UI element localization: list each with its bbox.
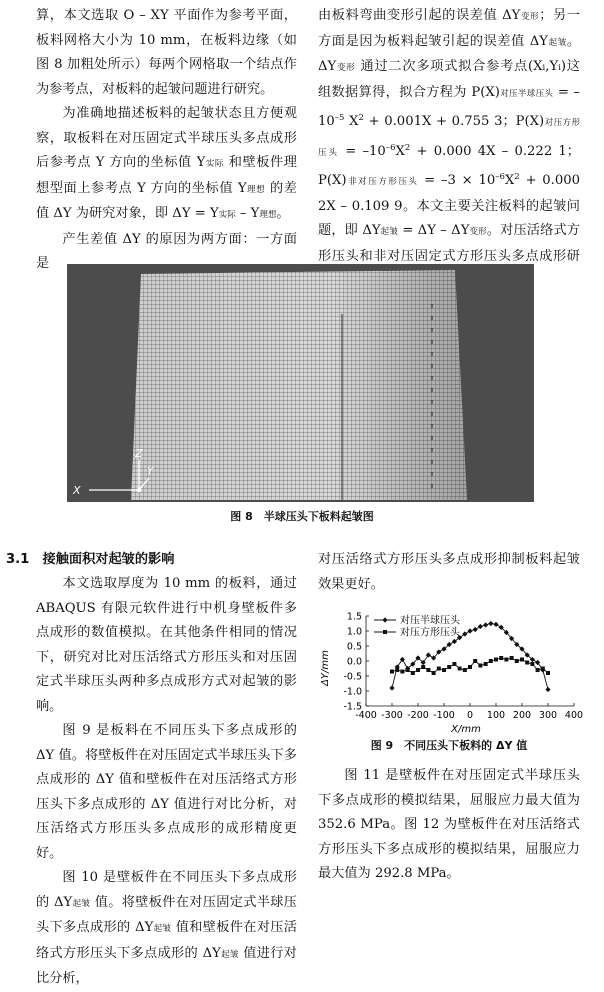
x-tick-label: 400	[564, 710, 584, 721]
data-point	[400, 670, 404, 674]
data-point	[452, 662, 456, 666]
x-axis-label: X/mm	[451, 724, 481, 735]
data-point	[395, 668, 399, 672]
x-tick-label: 100	[486, 710, 506, 721]
figure-9-caption: 图 9 不同压头下板料的 ΔY 值	[370, 739, 528, 752]
data-point	[468, 665, 472, 669]
data-point	[442, 668, 446, 672]
x-tick-label: -400	[355, 710, 377, 721]
figure-8-mesh-image	[67, 264, 534, 502]
data-point	[400, 657, 405, 662]
paragraph: 图 9 是板料在不同压头下多点成形的 ΔY 值。将壁板件在对压固定式半球压头下多点成形的 ΔY 值和壁板件在对压活络式方形压头下多点成形的 ΔY 值进行对比分析，对压活络式方形压头多点成形的成形精度更好。	[36, 723, 297, 861]
figure-8-caption: 图 8 半球压头下板料起皱图	[230, 510, 374, 523]
data-point	[406, 668, 410, 672]
right-column-top	[318, 4, 580, 294]
paragraph: 产生差值 ΔY 的原因为两方面：一方面是	[36, 231, 297, 271]
data-point	[546, 671, 550, 675]
data-point	[489, 659, 493, 663]
y-tick-label: 1.0	[346, 626, 362, 638]
data-point	[504, 658, 508, 662]
data-point	[483, 622, 488, 627]
data-point	[530, 662, 534, 666]
data-point	[535, 660, 540, 665]
data-point	[536, 668, 540, 672]
paragraph: 本文选取厚度为 10 mm 的板料，通过 ABAQUS 有限元软件进行中机身壁板件多点成形的数值模拟。在其他条件相同的情况下，研究对比对压活络式方形压头和对压固定式半球压头两种多点成形方式对起皱的影响。	[36, 576, 297, 714]
data-point	[390, 670, 394, 674]
data-point	[416, 668, 420, 672]
paragraph: 由板料弯曲变形引起的误差值 ΔY变形；另一方面是因为板料起皱引起的误差值 ΔY起皱。ΔY变形 通过二次多项式拟合参考点(Xi,Yi)这组数据算得，拟合方程为 P(X)对压半球压头 = $-10^{-5}$ $X^2 + 0.001X + 0.755$ 3；P(X)对压方形压头 = $-10^{-6}X^2 + 0.000$ 4X – 0.222 1；P(X)非对压方形压头 = $-3 \times 10^{-6}X^2 + 0.000$ 2X – 0.109 9。本文主要关注板料的起皱问题，即 ΔY起皱 = ΔY – ΔY变形。对压活络式方形压头和非对压固定式方形压头多点成形研	[318, 8, 580, 264]
data-point	[447, 665, 451, 669]
y-axis-label: ΔY/mm	[320, 650, 331, 686]
axis-y-label: Y	[147, 466, 154, 477]
data-point	[467, 628, 472, 633]
paragraph: 图 10 是壁板件在不同压头下多点成形的 ΔY起皱 值。将壁板件在对压固定式半球压头下多点成形的 ΔY起皱 值和壁板件在对压活络式方形压头下多点成形的 ΔY起皱 值进行对比分析，	[36, 870, 297, 986]
x-tick-label: 300	[538, 710, 558, 721]
data-point	[515, 659, 519, 663]
paragraph: 算，本文选取 O – XY 平面作为参考平面，板料网格大小为 10 mm，在板料边缘（如图 8 加粗处所示）每两个网格取一个结点作为参考点，对板料的起皱问题进行研究。	[36, 8, 297, 97]
data-point	[421, 665, 425, 669]
data-point	[478, 664, 482, 668]
paragraph: 对压活络式方形压头多点成形抑制板料起皱效果更好。	[318, 552, 580, 592]
x-tick-label: -100	[433, 710, 455, 721]
data-point	[463, 668, 467, 672]
legend-label: 对压半球压头	[400, 615, 460, 627]
paragraph: 图 11 是壁板件在对压固定式半球压头下多点成形的模拟结果，屈服应力最大值为 352.6 MPa。图 12 为壁板件在对压活络式方形压头下多点成形的模拟结果，屈服应力最大值为 292.8 MPa。	[318, 768, 580, 881]
axis-x-label: X	[73, 484, 81, 497]
data-point	[520, 658, 524, 662]
data-point	[437, 667, 441, 671]
data-point	[426, 668, 430, 672]
legend-marker	[383, 630, 387, 634]
right-column-bottom-2	[318, 764, 580, 887]
data-point	[484, 662, 488, 666]
x-tick-label: 200	[512, 710, 532, 721]
paragraph: 为准确地描述板料的起皱状态且方便观察，取板料在对压固定式半球压头多点成形后参考点 Y 方向的坐标值 Y实际 和壁板件理想型面上参考点 Y 方向的坐标值 Y理想 的差值 ΔY 为研究对象，即 ΔY = Y实际 – Y理想。	[36, 106, 297, 221]
data-point	[525, 661, 529, 665]
data-point	[488, 621, 493, 626]
left-column-top	[36, 4, 297, 277]
y-tick-label: -0.5	[343, 671, 362, 683]
data-point	[499, 656, 503, 660]
figure-9-chart	[318, 606, 584, 735]
y-tick-label: -1.0	[343, 686, 362, 698]
x-tick-label: 0	[466, 710, 474, 721]
data-point	[426, 652, 431, 657]
legend-label: 对压方形压头	[400, 627, 460, 639]
x-tick-label: -200	[407, 710, 429, 721]
legend-marker	[382, 617, 387, 622]
axis-z-label: Z	[135, 447, 143, 460]
data-point	[545, 687, 550, 692]
section-heading: 3.1 接触面积对起皱的影响	[6, 552, 175, 567]
left-column-bottom	[36, 572, 297, 992]
data-point	[462, 631, 467, 636]
data-point	[411, 671, 415, 675]
data-point	[389, 685, 394, 690]
y-tick-label: 0.5	[346, 641, 362, 653]
data-point	[493, 622, 498, 627]
data-point	[432, 671, 436, 675]
right-column-bottom	[318, 548, 580, 597]
y-tick-label: -1.5	[343, 701, 362, 713]
y-tick-label: 1.5	[346, 611, 362, 623]
data-point	[541, 667, 545, 671]
data-point	[473, 627, 478, 632]
data-point	[458, 667, 462, 671]
data-point	[510, 656, 514, 660]
wrinkled-sheet-mesh	[67, 264, 534, 502]
data-point	[494, 658, 498, 662]
data-point	[478, 624, 483, 629]
x-tick-label: -300	[381, 710, 403, 721]
data-point	[473, 659, 477, 663]
y-tick-label: 0.0	[346, 656, 362, 668]
